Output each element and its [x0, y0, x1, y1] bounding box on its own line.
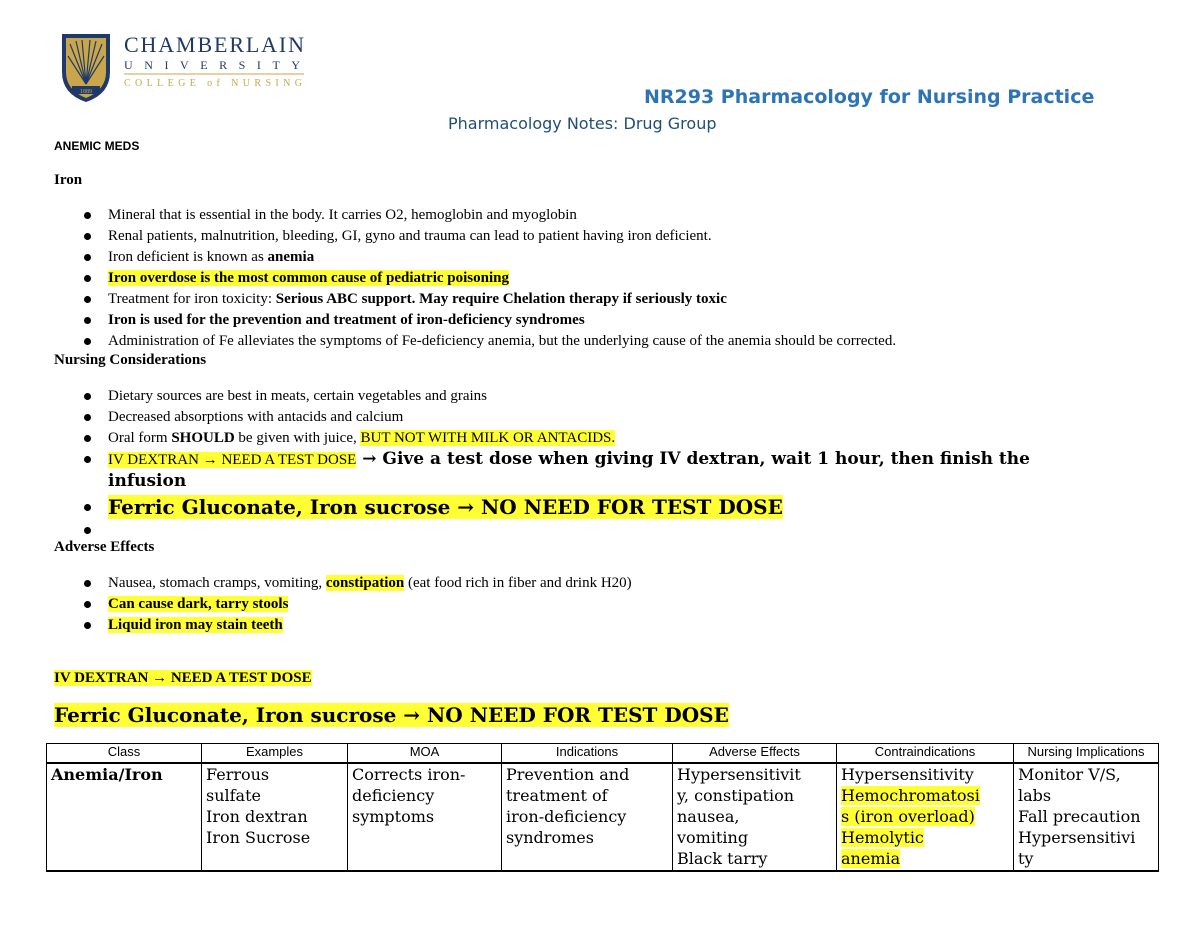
list-item: Decreased absorptions with antacids and calcium [82, 407, 1030, 428]
list-item: Administration of Fe alleviates the symptoms of Fe-deficiency anemia, but the underlying cause of the anemia should be corrected. [82, 331, 896, 352]
table-header: Class [47, 744, 202, 764]
course-title: NR293 Pharmacology for Nursing Practice [644, 86, 1095, 108]
adverse-heading: Adverse Effects [54, 539, 155, 555]
list-item: Oral form SHOULD be given with juice, BUT NOT WITH MILK OR ANTACIDS. [82, 428, 1030, 449]
table-header-row [47, 744, 1159, 764]
iv-dextran-note: IV DEXTRAN → NEED A TEST DOSE [54, 670, 312, 686]
shield-icon [60, 32, 320, 104]
iron-list [82, 205, 896, 352]
list-item: Nausea, stomach cramps, vomiting, constipation (eat food rich in fiber and drink H20) [82, 573, 632, 594]
list-item: Iron overdose is the most common cause of pediatric poisoning [82, 268, 896, 289]
table-header: Indications [502, 744, 673, 764]
list-item: Treatment for iron toxicity: Serious ABC support. May require Chelation therapy if seriously toxic [82, 289, 896, 310]
list-item: Liquid iron may stain teeth [82, 615, 632, 636]
list-item: Mineral that is essential in the body. It carries O2, hemoglobin and myoglobin [82, 205, 896, 226]
adverse-list [82, 573, 632, 636]
iron-heading: Iron [54, 172, 83, 188]
nursing-implications-cell: Monitor V/S, labs Fall precaution Hypersensitivi ty [1014, 763, 1159, 871]
list-item: Ferric Gluconate, Iron sucrose → NO NEED FOR TEST DOSE [82, 494, 1030, 520]
list-item: Iron deficient is known as anemia [82, 247, 896, 268]
section-heading: ANEMIC MEDS [54, 139, 140, 153]
list-item: Dietary sources are best in meats, certain vegetables and grains [82, 386, 1030, 407]
drug-table [46, 743, 1159, 872]
adverse-cell: Hypersensitivit y, constipation nausea, vomiting Black tarry [673, 763, 837, 871]
contraindications-cell: Hypersensitivity Hemochromatosi s (iron overload) Hemolytic anemia [837, 763, 1014, 871]
table-header: MOA [348, 744, 502, 764]
list-item: IV DEXTRAN → NEED A TEST DOSE → Give a test dose when giving IV dextran, wait 1 hour, then finish the infusion [82, 449, 1030, 492]
chamberlain-logo [60, 32, 320, 104]
logo-sub2: COLLEGE of NURSING [124, 78, 304, 89]
logo-sub1: UNIVERSITY [124, 58, 304, 72]
list-item: Can cause dark, tarry stools [82, 594, 632, 615]
nursing-list [82, 386, 1030, 540]
nursing-heading: Nursing Considerations [54, 352, 207, 368]
list-item: Iron is used for the prevention and treatment of iron-deficiency syndromes [82, 310, 896, 331]
table-header: Nursing Implications [1014, 744, 1159, 764]
ferric-note: Ferric Gluconate, Iron sucrose → NO NEED FOR TEST DOSE [54, 703, 729, 727]
list-item: Renal patients, malnutrition, bleeding, GI, gyno and trauma can lead to patient having iron deficient. [82, 226, 896, 247]
moa-cell: Corrects iron- deficiency symptoms [348, 763, 502, 871]
list-item [82, 520, 1030, 540]
logo-year: 1889 [80, 89, 92, 95]
class-cell: Anemia/Iron [47, 763, 202, 871]
examples-cell: Ferrous sulfate Iron dextran Iron Sucrose [202, 763, 348, 871]
logo-name: CHAMBERLAIN [124, 32, 304, 57]
table-row [47, 763, 1159, 871]
indications-cell: Prevention and treatment of iron-deficiency syndromes [502, 763, 673, 871]
table-header: Examples [202, 744, 348, 764]
table-header: Contraindications [837, 744, 1014, 764]
table-header: Adverse Effects [673, 744, 837, 764]
sub-title: Pharmacology Notes: Drug Group [448, 114, 717, 133]
